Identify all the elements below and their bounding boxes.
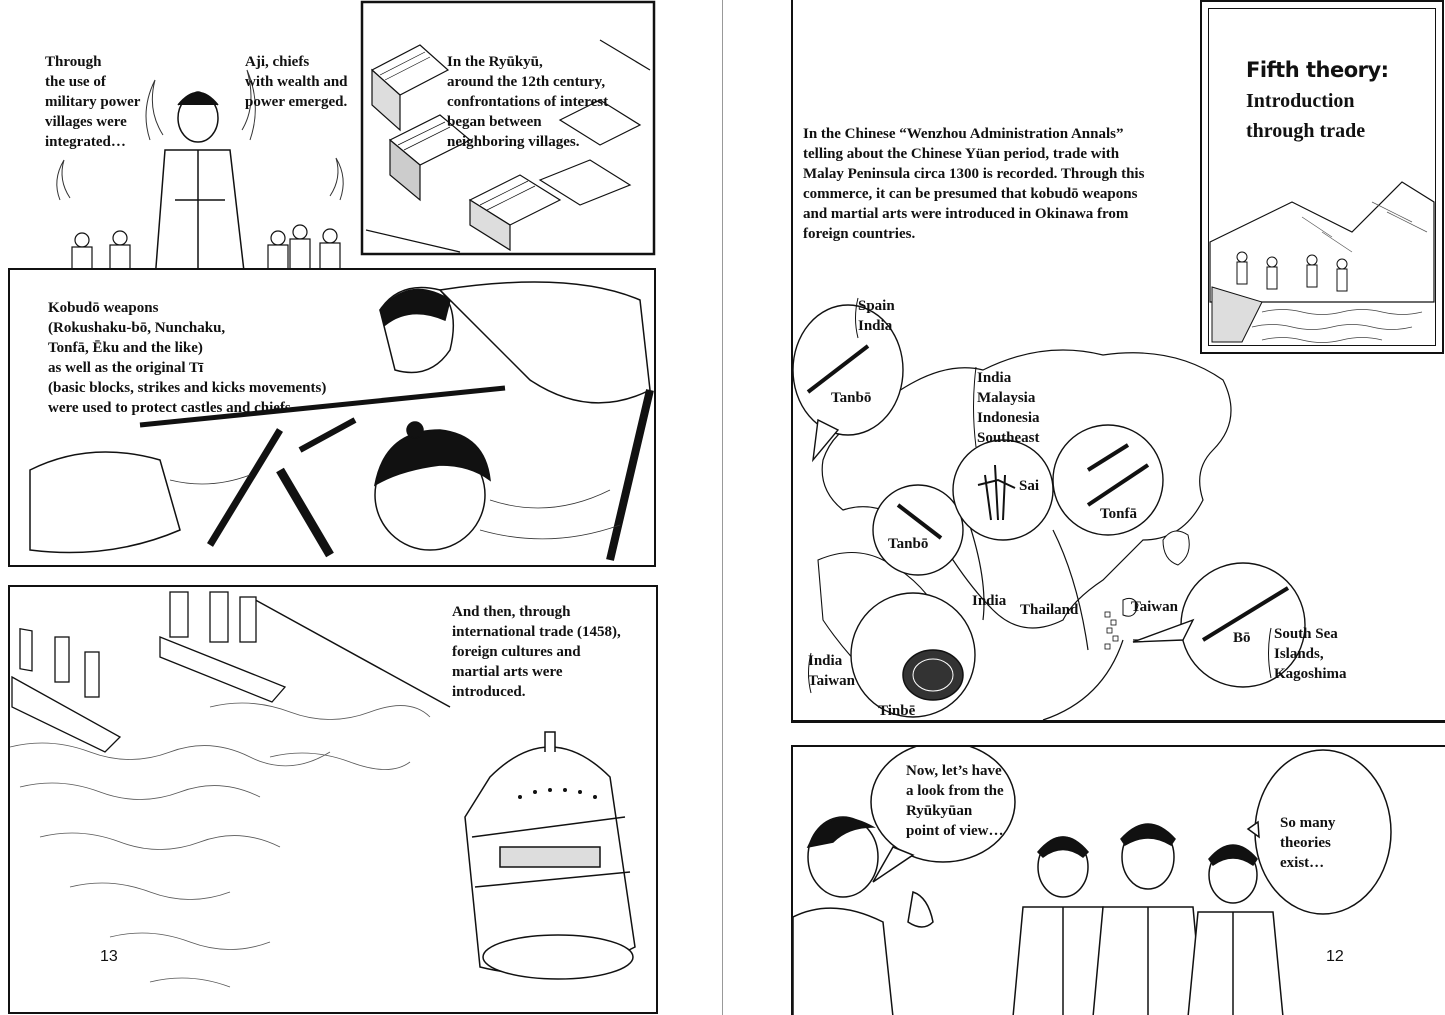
label-bo: Bō [1233,630,1251,646]
kobudo-weapons-panel [8,268,656,567]
caption-aji-chiefs: Aji, chiefs with wealth and power emerged. [245,54,348,110]
label-tanbo-upper: Tanbō [831,390,872,406]
title-introduction-through-trade: Introduction through trade [1246,90,1366,142]
page-number-right: 12 [1326,948,1344,965]
caption-ryukyu-12th-century: In the Ryūkyū, around the 12th century, confrontations of interest began between neighboring villages. [447,54,609,150]
intro-wenzhou-annals: In the Chinese “Wenzhou Administration Annals” telling about the Chinese Yüan period, trade with Malay Peninsula circa 1300 is recorded. Through this commerce, it can be presumed that kobudō weapons and martial arts were introduced in Okinawa from foreign countries. [803,126,1145,242]
page-number-left: 13 [100,948,118,965]
label-sai: Sai [1019,478,1040,494]
ryukyuan-view-panel [791,745,1445,1015]
label-taiwan: Taiwan [1131,599,1178,615]
label-india-malaysia-indonesia: India Malaysia Indonesia Southeast [977,370,1040,446]
caption-integrated-villages: Through the use of military power villages were integrated… [45,54,141,150]
students-illustration [793,747,1445,1015]
caption-kobudo-weapons: Kobudō weapons (Rokushaku-bō, Nunchaku, Tonfā, Ēku and the like) as well as the original Tī (basic blocks, strikes and kicks movements) were used to protect castles and chiefs. [48,300,327,416]
caption-international-trade: And then, through international trade (1458), foreign cultures and martial arts were introduced. [452,604,621,700]
label-tanbo-lower: Tanbō [888,536,929,552]
label-spain-india: Spain India [858,298,895,334]
speech-bubble-many-theories: So many theories exist… [1280,815,1336,871]
right-page [723,0,1445,1015]
trade-map-illustration [723,0,1445,722]
title-fifth-theory: Fifth theory: [1246,58,1389,82]
speech-bubble-ryukyuan-view: Now, let’s have a look from the Ryūkyūan point of view… [906,763,1004,839]
label-thailand: Thailand [1020,602,1079,618]
label-india-taiwan: India Taiwan [808,653,855,689]
label-tonfa: Tonfā [1100,506,1137,522]
label-india: India [972,593,1007,609]
label-south-sea-islands: South Sea Islands, Kagoshima [1274,626,1347,682]
label-tinbe: Tinbē [878,703,916,719]
